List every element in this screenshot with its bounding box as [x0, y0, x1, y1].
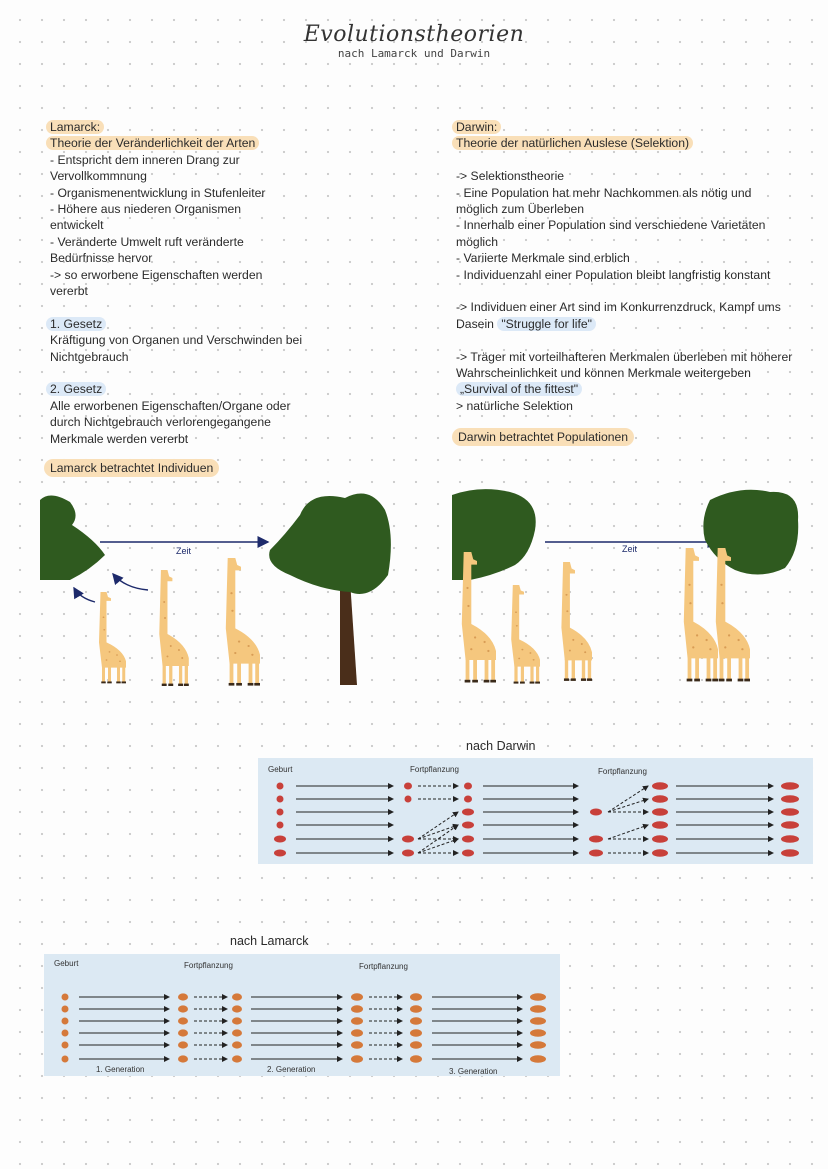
tree-crown: [269, 494, 391, 594]
label-generation-3: 3. Generation: [449, 1067, 498, 1076]
page-subtitle: nach Lamarck und Darwin: [337, 47, 491, 60]
darwin-selection: > natürliche Selektion: [456, 398, 573, 413]
darwin-section: [452, 119, 802, 414]
individual-dot: [404, 783, 412, 790]
label-repro-1: Fortpflanzung: [184, 961, 233, 970]
darwin-line: -> Selektionstheorie: [456, 169, 565, 184]
individual-dot: [462, 809, 474, 816]
individual-dot: [178, 1005, 188, 1012]
individual-dot: [590, 809, 602, 816]
individual-dot: [530, 1017, 546, 1025]
darwin-struggle: [452, 299, 796, 332]
individual-dot: [277, 809, 284, 816]
lamarck-line: - Veränderte Umwelt ruft veränderte Bedürfnisse hervor: [50, 234, 244, 266]
individual-dot: [652, 795, 668, 803]
lamarck-diagram: [44, 954, 560, 1076]
lamarck-illustration: [40, 494, 391, 686]
individual-dot: [277, 822, 284, 829]
lamarck-heading: Lamarck:: [46, 120, 104, 134]
time-label-left: Zeit: [176, 546, 192, 556]
page-title: Evolutionstheorien: [303, 22, 525, 47]
lamarck-section: [46, 119, 336, 447]
tree-trunk: [340, 580, 357, 685]
individual-dot: [781, 849, 799, 857]
individual-dot: [589, 836, 603, 843]
tree-leaves-left: [40, 495, 105, 580]
label-generation-1: 1. Generation: [96, 1065, 145, 1074]
individual-dot: [178, 993, 188, 1000]
individual-dot: [351, 993, 363, 1001]
individual-dot: [351, 1029, 363, 1037]
individual-dot: [652, 821, 668, 829]
individual-dot: [274, 836, 286, 843]
individual-dot: [62, 994, 69, 1001]
label-birth: Geburt: [268, 765, 293, 774]
individual-dot: [402, 836, 414, 843]
individual-dot: [62, 1018, 69, 1025]
lamarck-law2-text: Alle erworbenen Eigenschaften/Organe oder durch Nichtgebrauch verlorengegangene Merkmale werden vererbt: [50, 398, 291, 446]
arrow-icon: [74, 588, 95, 602]
darwin-survival-text: -> Träger mit vorteilhafteren Merkmalen überleben mit höherer Wahrscheinlichkeit und können Merkmale weitergeben: [456, 349, 793, 381]
individual-dot: [232, 993, 242, 1000]
darwin-illustration: [452, 489, 798, 683]
individual-dot: [351, 1005, 363, 1013]
struggle-for-life: "Struggle for life": [497, 317, 596, 331]
individual-dot: [781, 808, 799, 816]
lamarck-diagram-caption: nach Lamarck: [230, 934, 309, 948]
darwin-line: - Variierte Merkmale sind erblich: [456, 251, 630, 266]
lamarck-law1-title: 1. Gesetz: [46, 317, 106, 331]
darwin-struggle-text: -> Individuen einer Art sind im Konkurrenzdruck, Kampf ums Dasein: [456, 300, 781, 331]
individual-dot: [781, 835, 799, 843]
individual-dot: [530, 1005, 546, 1013]
individual-dot: [781, 821, 799, 829]
giraffe-darwin: [511, 585, 540, 684]
individual-dot: [530, 1029, 546, 1037]
individual-dot: [351, 1017, 363, 1025]
individual-dot: [410, 1041, 422, 1049]
individual-dot: [530, 993, 546, 1001]
individual-dot: [530, 1041, 546, 1049]
individual-dot: [232, 1029, 242, 1036]
individual-dot: [274, 850, 286, 857]
darwin-theory: Theorie der natürlichen Auslese (Selektion): [452, 136, 693, 150]
darwin-focus: Darwin betrachtet Populationen: [452, 428, 634, 446]
individual-dot: [462, 850, 474, 857]
arrow-icon: [113, 574, 148, 590]
label-birth: Geburt: [54, 959, 79, 968]
individual-dot: [178, 1041, 188, 1048]
individual-dot: [652, 835, 668, 843]
individual-dot: [410, 1055, 422, 1063]
individual-dot: [277, 783, 284, 790]
diagram-background: [44, 954, 560, 1076]
individual-dot: [232, 1017, 242, 1024]
individual-dot: [589, 850, 603, 857]
individual-dot: [652, 849, 668, 857]
lamarck-law2-title: 2. Gesetz: [46, 382, 106, 396]
darwin-diagram-caption: nach Darwin: [466, 739, 536, 753]
individual-dot: [62, 1042, 69, 1049]
individual-dot: [530, 1055, 546, 1063]
individual-dot: [62, 1056, 69, 1063]
darwin-survival: [452, 349, 796, 398]
individual-dot: [464, 796, 472, 803]
lamarck-line: -> so erworbene Eigenschaften werden vererbt: [50, 267, 263, 299]
label-repro-1: Fortpflanzung: [410, 765, 459, 774]
individual-dot: [410, 1005, 422, 1013]
lamarck-focus: Lamarck betrachtet Individuen: [44, 459, 219, 477]
diagram-background: [258, 758, 813, 864]
label-generation-2: 2. Generation: [267, 1065, 316, 1074]
lamarck-line: - Entspricht dem inneren Drang zur Vervollkommnung: [50, 152, 240, 184]
individual-dot: [781, 782, 799, 790]
individual-dot: [462, 822, 474, 829]
individual-dot: [462, 836, 474, 843]
giraffe-small: [99, 592, 126, 683]
lamarck-line: - Organismenentwicklung in Stufenleiter: [50, 185, 266, 200]
darwin-line: - Innerhalb einer Population sind verschiedene Varietäten möglich: [456, 218, 766, 249]
individual-dot: [62, 1030, 69, 1037]
label-repro-2: Fortpflanzung: [359, 962, 408, 971]
giraffe-darwin: [684, 548, 718, 681]
individual-dot: [351, 1055, 363, 1063]
individual-dot: [781, 795, 799, 803]
individual-dot: [178, 1055, 188, 1062]
individual-dot: [62, 1006, 69, 1013]
survival-of-the-fittest: „Survival of the fittest": [456, 382, 582, 396]
darwin-line: - Individuenzahl einer Population bleibt langfristig konstant: [456, 267, 771, 282]
individual-dot: [652, 782, 668, 790]
individual-dot: [405, 796, 412, 803]
individual-dot: [351, 1041, 363, 1049]
individual-dot: [232, 1055, 242, 1062]
lamarck-line: - Höhere aus niederen Organismen entwickelt: [50, 202, 242, 233]
individual-dot: [652, 808, 668, 816]
individual-dot: [178, 1029, 188, 1036]
individual-dot: [232, 1041, 242, 1048]
individual-dot: [410, 993, 422, 1001]
individual-dot: [178, 1017, 188, 1024]
individual-dot: [277, 796, 284, 803]
giraffe-tall: [226, 558, 260, 686]
darwin-line: - Eine Population hat mehr Nachkommen als nötig und möglich zum Überleben: [456, 185, 752, 217]
darwin-diagram: [258, 758, 813, 864]
individual-dot: [410, 1029, 422, 1037]
giraffe-medium: [159, 570, 189, 686]
lamarck-theory: Theorie der Veränderlichkeit der Arten: [46, 136, 259, 150]
individual-dot: [402, 850, 414, 857]
individual-dot: [464, 783, 472, 790]
giraffe-illustrations: [0, 480, 828, 695]
lamarck-law1-text: Kräftigung von Organen und Verschwinden bei Nichtgebrauch: [50, 333, 303, 364]
label-repro-2: Fortpflanzung: [598, 767, 647, 776]
giraffe-darwin: [561, 562, 592, 681]
darwin-heading: Darwin:: [452, 120, 501, 134]
individual-dot: [410, 1017, 422, 1025]
time-label-right: Zeit: [622, 544, 638, 554]
individual-dot: [232, 1005, 242, 1012]
